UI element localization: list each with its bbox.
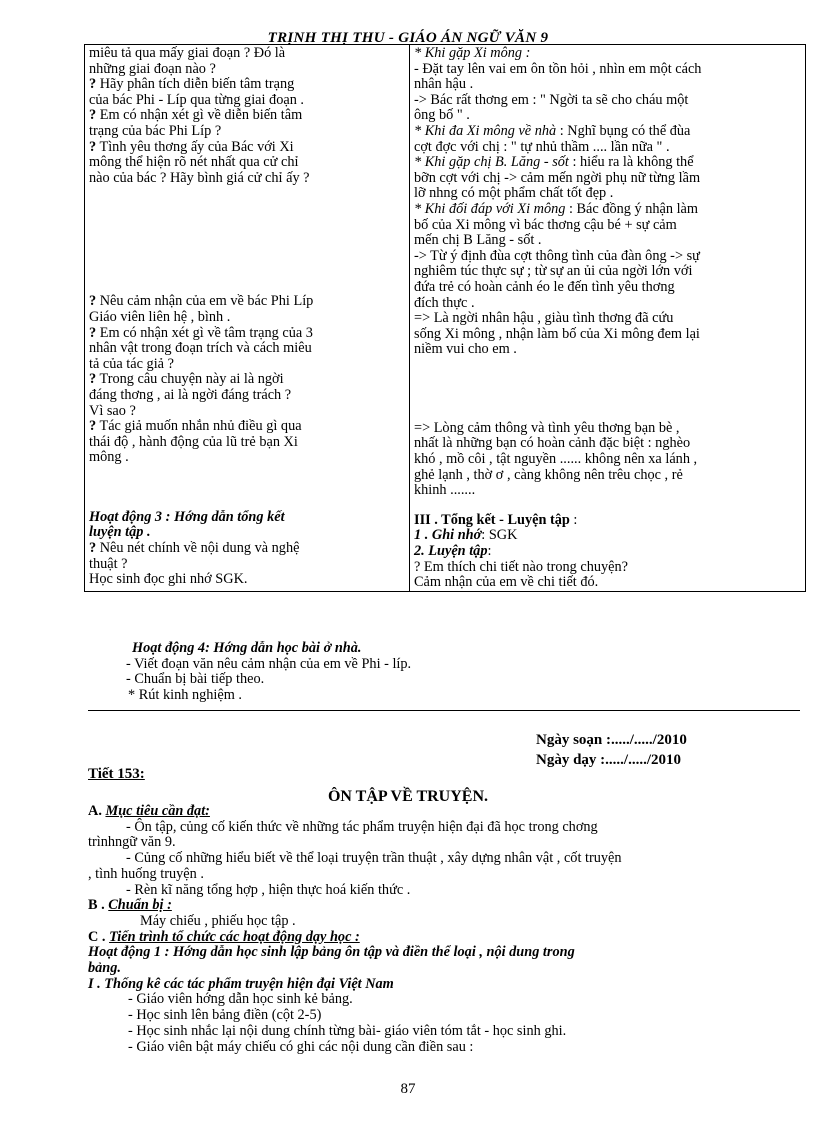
question-mark: ? [89, 540, 97, 557]
text-line: những giai đoạn nào ? [89, 60, 216, 77]
teacher-activity-column [85, 45, 410, 592]
text-line: * Khi đối đáp với Xi mông : Bác đồng ý nhận làm [414, 200, 699, 217]
question-line: ? Tác giả muốn nhắn nhủ điều gì qua [89, 418, 302, 435]
text-line: trìnhngữ văn 9. [88, 834, 176, 851]
text-line: đáng thơng , ai là ngời đáng trách ? [89, 386, 292, 403]
text-line: của bác Phi - Líp qua từng giai đoạn . [89, 91, 304, 108]
question-line: ? Nêu cảm nhận của em về bác Phi Líp [89, 293, 314, 310]
question-mark: ? [89, 324, 97, 341]
text-line: bố của Xi mông vì bác thơng cậu bé + sự cảm [414, 216, 677, 233]
text-line: nhân vật trong đoạn trích và cách miêu [89, 340, 312, 357]
summary-heading: III . Tổng kết - Luyện tập : [414, 511, 578, 528]
page-header-title: TRỊNH THỊ THU - GIÁO ÁN NGỮ VĂN 9 [267, 30, 549, 46]
activity1-heading: Hoạt động 1 : Hớng dẫn học sinh lập bảng ôn tập và điền thể loại , nội dung trong [88, 944, 575, 961]
lesson-title: ÔN TẬP VỀ TRUYỆN. [327, 788, 489, 805]
question-line: ? Em có nhận xét gì về diễn biến tâm [89, 107, 303, 124]
question-mark: ? [89, 76, 97, 93]
text-line: * Khi gặp Xi mông : [414, 45, 531, 61]
section-i-heading: I . Thống kê các tác phẩm truyện hiện đại Việt Nam [88, 975, 394, 992]
text-line: miêu tả qua mấy giai đoạn ? Đó là [89, 45, 286, 61]
question-line: ? Hãy phân tích diễn biến tâm trạng [89, 76, 295, 93]
activity4-block [88, 641, 800, 704]
text-line: 2. Luyện tập: [414, 543, 492, 560]
section-c-heading: C . Tiến trình tổ chức các hoạt động dạy học : [88, 928, 360, 945]
content-column [410, 45, 806, 592]
text-line: cợt đợc với chị : " tự nhủ thầm .... lần nữa " . [414, 138, 670, 155]
text-line: Cảm nhận của em về chi tiết đó. [414, 574, 599, 591]
dates-block [536, 730, 687, 770]
text-line: đứa trẻ có hoàn cảnh éo le đến tình yêu thơng [414, 278, 675, 295]
question-mark: ? [89, 293, 97, 310]
activity1-heading-cont: bảng. [88, 960, 121, 977]
text-line: sống Xi mông , nhận làm bố của Xi mông đem lại [414, 325, 700, 342]
text-line: tả của tác giả ? [89, 355, 174, 372]
question-line: ? Em có nhận xét gì về tâm trạng của 3 [89, 324, 313, 341]
text-line: - Đặt tay lên vai em ôn tồn hỏi , nhìn em một cách [414, 60, 702, 77]
lesson-table [84, 44, 806, 592]
question-mark: ? [89, 107, 97, 124]
text-line: 1 . Ghi nhớ: SGK [414, 527, 518, 544]
question-mark: ? [89, 418, 97, 435]
text-line: mông thể hiện rõ nét nhất qua cử chỉ [89, 154, 299, 171]
text-line: bỡn cợt với chị -> cảm mến ngời phụ nữ từng lầm [414, 169, 701, 186]
section-b-heading: B . Chuẩn bị : [88, 897, 172, 914]
text-line: nghiêm túc thực sự ; từ sự an ủi của ngời lớn với [414, 263, 693, 280]
text-line: lỡ nhng có một phẩm chất tốt đẹp . [414, 185, 614, 202]
text-line: niềm vui cho em . [414, 341, 517, 358]
question-line: ? Tình yêu thơng ấy của Bác với Xi [89, 138, 294, 155]
text-line: - Rèn kĩ năng tổng hợp , hiện thực hoá kiến thức . [126, 881, 411, 898]
teach-date: Ngày dạy :...../...../2010 [536, 752, 682, 768]
activity4-heading: Hoạt động 4: Hớng dẫn học bài ở nhà. [132, 640, 362, 656]
question-mark: ? [89, 371, 97, 388]
text-line: * Khi đa Xi mông về nhà : Nghĩ bụng có thể đùa [414, 122, 691, 139]
question-line: ? Trong câu chuyện này ai là ngời [89, 371, 284, 388]
lesson-body [88, 804, 800, 1055]
section-a-heading: A. Mục tiêu cần đạt: [88, 803, 210, 819]
text-line: khó , mồ côi , tật nguyền ...... không nên xa lánh , [414, 451, 698, 468]
page-number: 87 [400, 1081, 416, 1097]
list-item: - Học sinh nhắc lại nội dung chính từng bài- giáo viên tóm tắt - học sinh ghi. [128, 1022, 567, 1039]
text-line: => Lòng cảm thông và tình yêu thơng bạn bè , [414, 419, 680, 436]
text-line: mông . [89, 449, 129, 466]
text-line: -> Bác rất thơng em : " Ngời ta sẽ cho cháu một [414, 91, 689, 108]
text-line: trạng của bác Phi Líp ? [89, 122, 222, 139]
question-mark: ? [89, 138, 97, 155]
text-line: thuật ? [89, 555, 128, 572]
list-item: - Viết đoạn văn nêu cảm nhận của em về Phi - líp. [126, 655, 412, 672]
activity3-heading-cont: luyện tập . [89, 524, 151, 541]
text-line: khinh ....... [414, 482, 476, 499]
prep-date: Ngày soạn :...../...../2010 [536, 732, 687, 748]
activity3-heading: Hoạt động 3 : Hớng dẫn tổng kết [89, 508, 285, 525]
text-line: Học sinh đọc ghi nhớ SGK. [89, 571, 248, 588]
text-line: Vì sao ? [89, 402, 136, 419]
text-line: Máy chiếu , phiếu học tập . [140, 912, 296, 929]
text-line: => Là ngời nhân hậu , giàu tình thơng đã cứu [414, 310, 674, 327]
text-line: -> Từ ý định đùa cợt thông tình của đàn ông -> sự [414, 247, 700, 264]
text-line: ? Em thích chi tiết nào trong chuyện? [414, 558, 628, 575]
divider [88, 710, 800, 711]
text-line: đích thực . [414, 294, 475, 311]
text-line: ghẻ lạnh , thờ ơ , càng không nên trêu chọc , rẻ [414, 466, 683, 483]
list-item: - Giáo viên hớng dẫn học sinh kẻ bảng. [128, 991, 353, 1008]
text-line: nào của bác ? Hãy bình giá cử chỉ ấy ? [89, 169, 310, 186]
list-item: - Giáo viên bật máy chiếu có ghi các nội dung cần điền sau : [128, 1038, 474, 1055]
list-item: - Chuẩn bị bài tiếp theo. [126, 671, 265, 688]
list-item: - Học sinh lên bảng điền (cột 2-5) [128, 1007, 322, 1024]
text-line: - Ôn tập, củng cố kiến thức về những tác phẩm truyện hiện đại đã học trong chơng [126, 818, 598, 835]
text-line: Giáo viên liên hệ , bình . [89, 308, 231, 325]
text-line: * Khi gặp chị B. Lăng - sốt : hiểu ra là không thể [414, 154, 694, 171]
text-line: mến chị B Lăng - sốt . [414, 232, 542, 249]
lesson-number: Tiết 153: [88, 766, 145, 782]
text-line: - Củng cố những hiểu biết về thể loại truyện trần thuật , xây dựng nhân vật , cốt truyện [126, 850, 622, 867]
text-line: thái độ , hành động của lũ trẻ bạn Xi [89, 433, 298, 450]
text-line: nhân hậu . [414, 76, 474, 93]
question-line: ? Nêu nét chính về nội dung và nghệ [89, 540, 300, 557]
text-line: nhất là những bạn có hoàn cảnh đặc biệt : nghèo [414, 435, 691, 452]
list-item: * Rút kinh nghiệm . [128, 687, 242, 704]
text-line: , tình huống truyện . [88, 865, 204, 882]
text-line: ông bố " . [414, 107, 470, 124]
